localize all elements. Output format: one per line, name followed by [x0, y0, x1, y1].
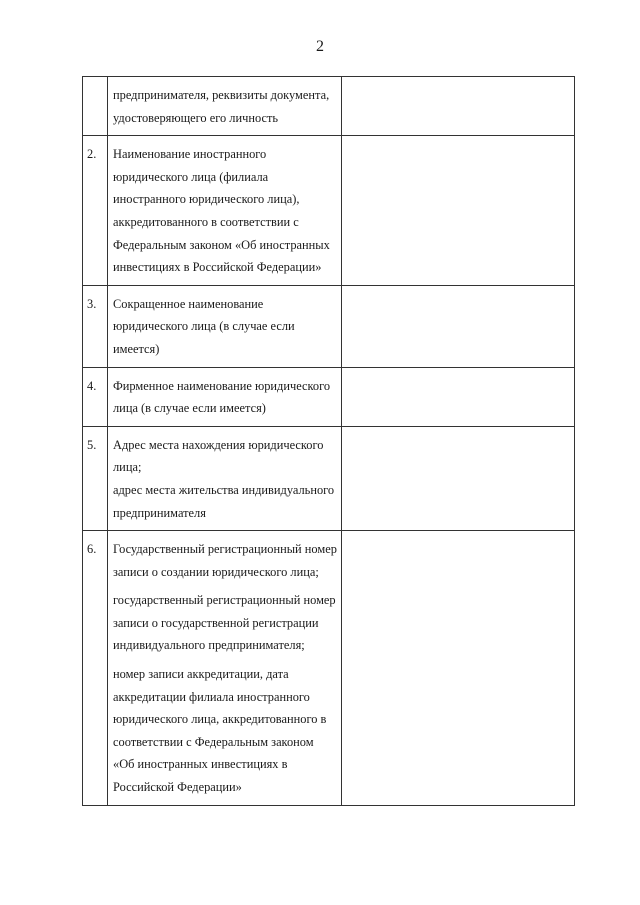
- row-label-text: номер записи аккредитации, дата аккредитации филиала иностранного юридического лица, аккредитованного в соответствии с Федеральным законом «Об иностранных инвестициях в Российской Федерации»: [113, 667, 327, 795]
- row-value-cell[interactable]: [342, 77, 575, 136]
- row-number: 3.: [83, 285, 108, 367]
- row-label: [108, 136, 342, 286]
- row-label: [108, 285, 342, 367]
- row-label: [108, 426, 342, 530]
- row-label-text: Адрес места нахождения юридического лица;: [113, 437, 324, 475]
- row-label-text: Фирменное наименование юридического лица (в случае если имеется): [113, 378, 331, 416]
- table-row: [83, 285, 575, 367]
- table-row: [83, 426, 575, 530]
- row-number: [83, 77, 108, 136]
- row-number: 5.: [83, 426, 108, 530]
- row-label: [108, 367, 342, 426]
- row-value-cell[interactable]: [342, 367, 575, 426]
- form-table: [82, 76, 575, 806]
- row-number: 2.: [83, 136, 108, 286]
- table-row: [83, 136, 575, 286]
- row-value-cell[interactable]: [342, 285, 575, 367]
- row-label-text: Сокращенное наименование юридического лица (в случае если имеется): [113, 296, 295, 356]
- row-label-text: предпринимателя, реквизиты документа, удостоверяющего его личность: [113, 88, 330, 125]
- table-row: [83, 77, 575, 136]
- row-label-text: адрес места жительства индивидуального предпринимателя: [113, 482, 335, 520]
- row-label-text: государственный регистрационный номер записи о государственной регистрации индивидуального предпринимателя;: [113, 593, 336, 653]
- table-row: [83, 367, 575, 426]
- page-number: 2: [316, 38, 324, 55]
- row-number: 4.: [83, 367, 108, 426]
- row-value-cell[interactable]: [342, 136, 575, 286]
- row-label-text: Государственный регистрационный номер записи о создании юридического лица;: [113, 542, 337, 579]
- row-value-cell[interactable]: [342, 531, 575, 806]
- table-row: [83, 531, 575, 806]
- row-label-text: Наименование иностранного юридического лица (филиала иностранного юридического лица), аккредитованного в соответствии с Федеральным законом «Об иностранных инвестициях в Российской Федерации»: [113, 147, 330, 275]
- row-number: 6.: [83, 531, 108, 806]
- row-value-cell[interactable]: [342, 426, 575, 530]
- row-label: [108, 531, 342, 806]
- row-label: [108, 77, 342, 136]
